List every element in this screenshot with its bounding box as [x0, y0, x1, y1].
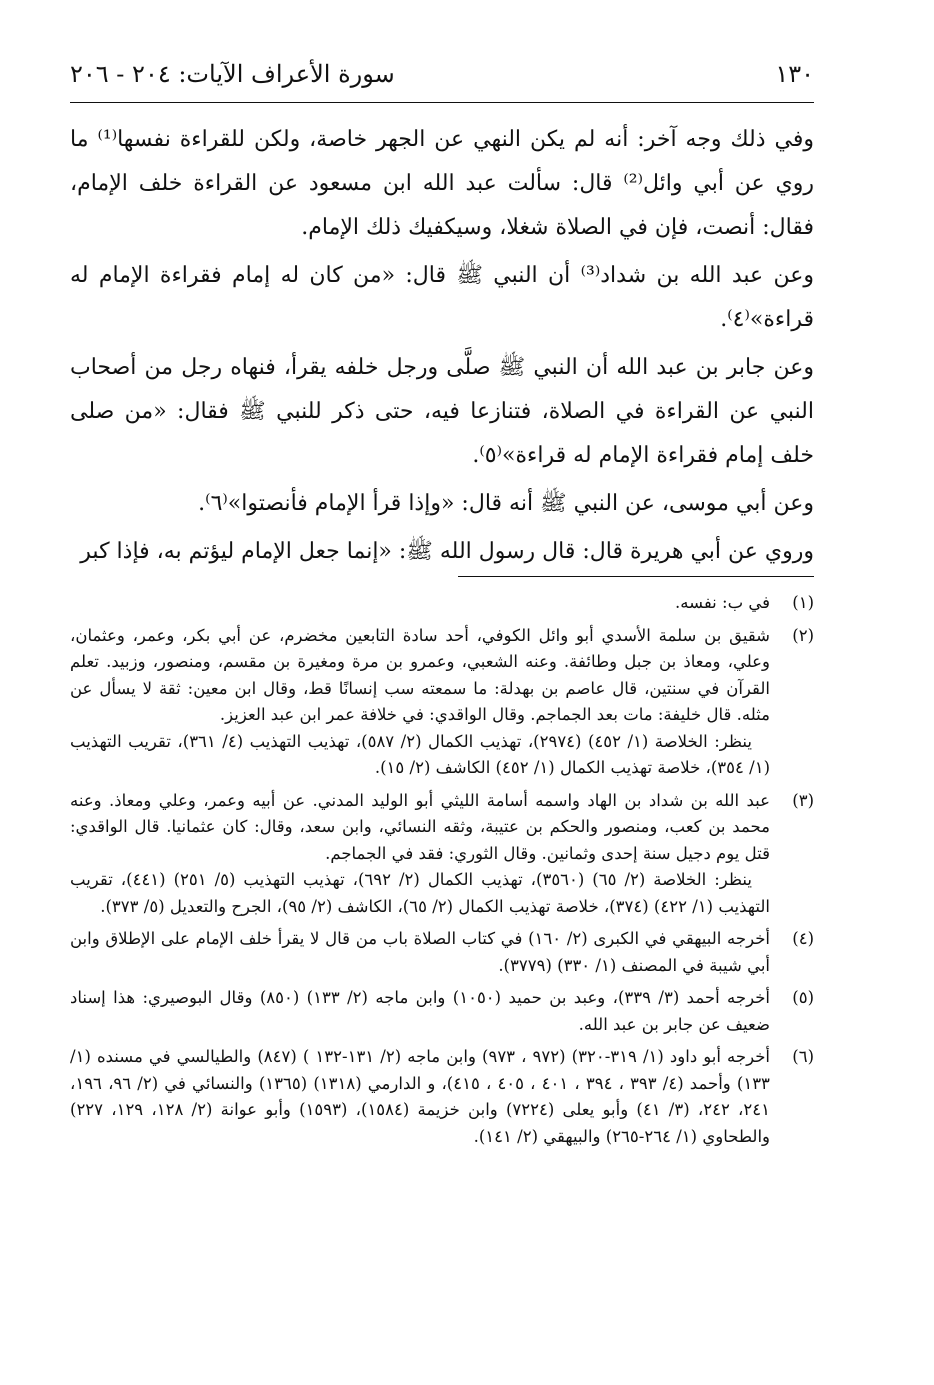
footnote-number: (٢): [792, 625, 814, 645]
paragraph: وعن جابر بن عبد الله أن النبي ﷺ صلَّى ورجل خلفه يقرأ، فنهاه رجل من أصحاب النبي عن القراءة في الصلاة، فتنازعا فيه، حتى ذكر للنبي ﷺ فقال: «من صلى خلف إمام فقراءة الإمام له قراءة»⁽٥⁾.: [70, 355, 814, 468]
paragraph: وعن عبد الله بن شداد⁽³⁾ أن النبي ﷺ قال: «من كان له إمام فقراءة الإمام له قراءة»⁽٤⁾.: [70, 263, 815, 332]
paragraph: وفي ذلك وجه آخر: أنه لم يكن النهي عن الجهر خاصة، ولكن للقراءة نفسها⁽¹⁾ ما روي عن أبي وائل⁽²⁾ قال: سألت عبد الله ابن مسعود عن القراءة خلف الإمام، فقال: أنصت، فإن في الصلاة شغلا، وسيكفيك ذلك الإمام.: [70, 127, 814, 240]
paragraph: وعن أبي موسى، عن النبي ﷺ أنه قال: «وإذا قرأ الإمام فأنصتوا»⁽٦⁾.: [198, 491, 814, 516]
footnote-text: أخرجه البيهقي في الكبرى (٢/ ١٦٠) في كتاب الصلاة باب من قال لا يقرأ خلف الإمام على الإطلاق وابن أبي شيبة في المصنف (١/ ٣٣٠) (٣٧٧٩).: [70, 929, 770, 975]
footnote-references: ينظر: الخلاصة (١/ ٤٥٢) (٢٩٧٤)، تهذيب الكمال (٢/ ٥٨٧)، تهذيب التهذيب (٤/ ٣٦١)، تقريب التهذيب (١/ ٣٥٤)، خلاصة تهذيب الكمال (١/ ٤٥٢) الكاشف (٢/ ١٥).: [70, 731, 770, 777]
footnote-number: (٦): [792, 1047, 814, 1066]
footnote-references: ينظر: الخلاصة (٢/ ٦٥) (٣٥٦٠)، تهذيب الكمال (٢/ ٦٩٢)، تهذيب التهذيب (٥/ ٢٥١) (٤٤١)، تقريب التهذيب (١/ ٤٢٢) (٣٧٤)، خلاصة تهذيب الكمال (٢/ ٦٥)، الكاشف (٢/ ٩٥)، الجرح والتعديل (٥/ ٣٧٣).: [70, 870, 770, 916]
footnote-separator: [458, 576, 814, 577]
footnote: [70, 985, 814, 1038]
footnote: [70, 1044, 814, 1150]
footnote: [70, 590, 814, 617]
footnote-text: أخرجه أبو داود (١/ ٣١٩-٣٢٠) (٩٧٢ ، ٩٧٣) وابن ماجه (٢/ ١٣١-١٣٢ ) (٨٤٧) والطيالسي في مسنده (١/ ١٣٣) وأحمد (٤/ ٣٩٣ ، ٣٩٤ ، ٤٠١ ، ٤٠٥ ، ٤١٥)، و الدارمي (١٣١٨) (١٣٦٥) والنسائي في (٢/ ٩٦، ١٩٦، ٢٤١، ٢٤٢، (٣/ ٤١) وأبو يعلى (٧٢٢٤) وابن خزيمة (١٥٨٤)، (١٥٩٣) وأبو عوانة (٢/ ١٢٨، ١٢٩، ٢٢٧) والطحاوي (١/ ٢٦٤-٢٦٥) والبيهقي (٢/ ١٤١).: [70, 1047, 770, 1146]
footnote: [70, 623, 814, 782]
running-header: [70, 58, 814, 103]
footnote-number: (٤): [792, 929, 814, 948]
footnote-text: شقيق بن سلمة الأسدي أبو وائل الكوفي، أحد سادة التابعين مخضرم، عن أبي بكر، وعمر، وعثمان، وعلي، ومعاذ بن جبل وطائفة. وعنه الشعبي، وعمرو بن مرة ومغيرة بن مقسم، ومنصور، وزبيد. تعلم القرآن في سنتين، قال عاصم بن بهدلة: ما سمعته سب إنسانًا قط، وقال ابن معين: ثقة لا يسأل عن مثله. قال خليفة: مات بعد الجماجم. وقال الواقدي: في خلافة عمر ابن عبد العزيز.: [70, 625, 770, 724]
footnote-text: في ب: نفسه.: [675, 593, 770, 612]
footnote-number: (٣): [792, 790, 814, 810]
footnote: [70, 926, 814, 979]
main-text: [70, 118, 814, 578]
footnote-text: أخرجه أحمد (٣/ ٣٣٩)، وعبد بن حميد (١٠٥٠) وابن ماجه (٢/ ١٣٣) (٨٥٠) وقال البوصيري: هذا إسناد ضعيف عن جابر بن عبد الله.: [70, 988, 770, 1034]
paragraph: وروي عن أبي هريرة قال: قال رسول الله ﷺ: «إنما جعل الإمام ليؤتم به، فإذا كبر: [80, 539, 814, 564]
footnote-text: عبد الله بن شداد بن الهاد واسمه أسامة الليثي أبو الوليد المدني. عن أبيه وعمر، وعلي ومعاذ. وعنه محمد بن كعب، ومنصور والحكم بن عتيبة، وثقه النسائي، وابن سعد، وقال: كان عثمانيا. قال الواقدي: قتل يوم دجيل سنة إحدى وثمانين. وقال الثوري: فقد في الجماجم.: [70, 790, 770, 863]
running-title: سورة الأعراف الآيات: ٢٠٤ - ٢٠٦: [70, 60, 395, 88]
footnotes: [70, 590, 814, 1156]
footnote: [70, 788, 814, 921]
footnote-number: (٥): [792, 988, 814, 1007]
page-number: ١٣٠: [775, 60, 814, 88]
footnote-number: (١): [792, 593, 814, 612]
